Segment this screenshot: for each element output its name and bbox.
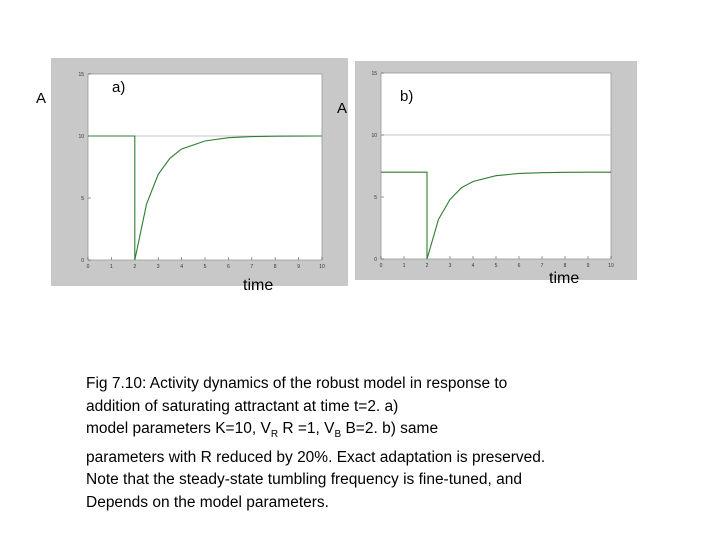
chart-b-x-tick-label: 0 — [379, 263, 383, 269]
chart-a-panel-label: a) — [112, 79, 126, 96]
caption-line-3-post: B=2. b) same — [341, 420, 439, 437]
chart-b-x-tick-label: 4 — [471, 263, 475, 269]
chart-a-plot-area — [88, 74, 322, 260]
chart-b-ylabel: A — [337, 100, 348, 117]
caption-line-6: Depends on the model parameters. — [86, 493, 329, 511]
chart-b-x-tick-label: 8 — [563, 263, 567, 269]
chart-a-y-tick-label: 10 — [78, 134, 84, 140]
chart-b-y-tick-label: 0 — [374, 257, 377, 263]
chart-a-xlabel: time — [243, 277, 274, 294]
chart-a-x-tick-label: 7 — [250, 264, 254, 270]
chart-b-x-tick-label: 5 — [494, 263, 498, 269]
chart-a-x-tick-label: 8 — [273, 264, 277, 270]
chart-a-y-tick-label: 15 — [78, 72, 84, 78]
caption-subscript-b: B — [334, 429, 342, 441]
caption-line-5: Note that the steady-state tumbling frequency is fine-tuned, and — [86, 471, 522, 489]
chart-a-x-tick-label: 1 — [110, 264, 113, 270]
chart-a-y-tick-label: 0 — [81, 258, 84, 264]
chart-b-x-tick-label: 2 — [425, 263, 429, 269]
chart-a-x-tick-label: 3 — [156, 264, 160, 270]
figure-caption — [86, 373, 646, 514]
chart-a-y-tick-label: 5 — [81, 196, 84, 202]
chart-b-panel-label: b) — [400, 88, 414, 105]
chart-a-x-tick-label: 5 — [203, 264, 207, 270]
caption-line-3 — [86, 418, 646, 447]
chart-b-x-tick-label: 6 — [517, 263, 521, 269]
caption-line-3-mid: R =1, V — [278, 420, 335, 437]
chart-a-x-tick-label: 0 — [86, 264, 90, 270]
chart-a-x-tick-label: 4 — [180, 264, 183, 270]
chart-a-x-tick-label: 9 — [297, 264, 300, 270]
chart-b-plot-area — [381, 73, 611, 259]
chart-b-x-tick-label: 7 — [540, 263, 544, 269]
chart-b-x-tick-label: 1 — [402, 263, 406, 269]
chart-a-x-tick-label: 2 — [133, 264, 137, 270]
chart-b-x-tick-label: 3 — [448, 263, 452, 269]
chart-b-y-tick-label: 15 — [371, 71, 377, 77]
caption-line-3-pre: model parameters K=10, V — [86, 420, 271, 437]
chart-a-x-tick-label: 10 — [319, 264, 325, 270]
caption-line-4: parameters with R reduced by 20%. Exact adaptation is preserved. — [86, 448, 546, 466]
chart-b-x-tick-label: 10 — [608, 263, 614, 269]
chart-b-xlabel: time — [549, 270, 580, 287]
chart-a-ylabel: A — [36, 90, 47, 107]
caption-line-2: addition of saturating attractant at time t=2. a) — [86, 397, 399, 415]
caption-line-1: Fig 7.10: Activity dynamics of the robust model in response to — [86, 375, 508, 392]
chart-b-y-tick-label: 10 — [371, 133, 377, 139]
caption-subscript-r: R — [270, 429, 279, 441]
chart-b-x-tick-label: 9 — [586, 263, 590, 269]
chart-a-x-tick-label: 6 — [227, 264, 230, 270]
chart-b-y-tick-label: 5 — [374, 195, 377, 201]
